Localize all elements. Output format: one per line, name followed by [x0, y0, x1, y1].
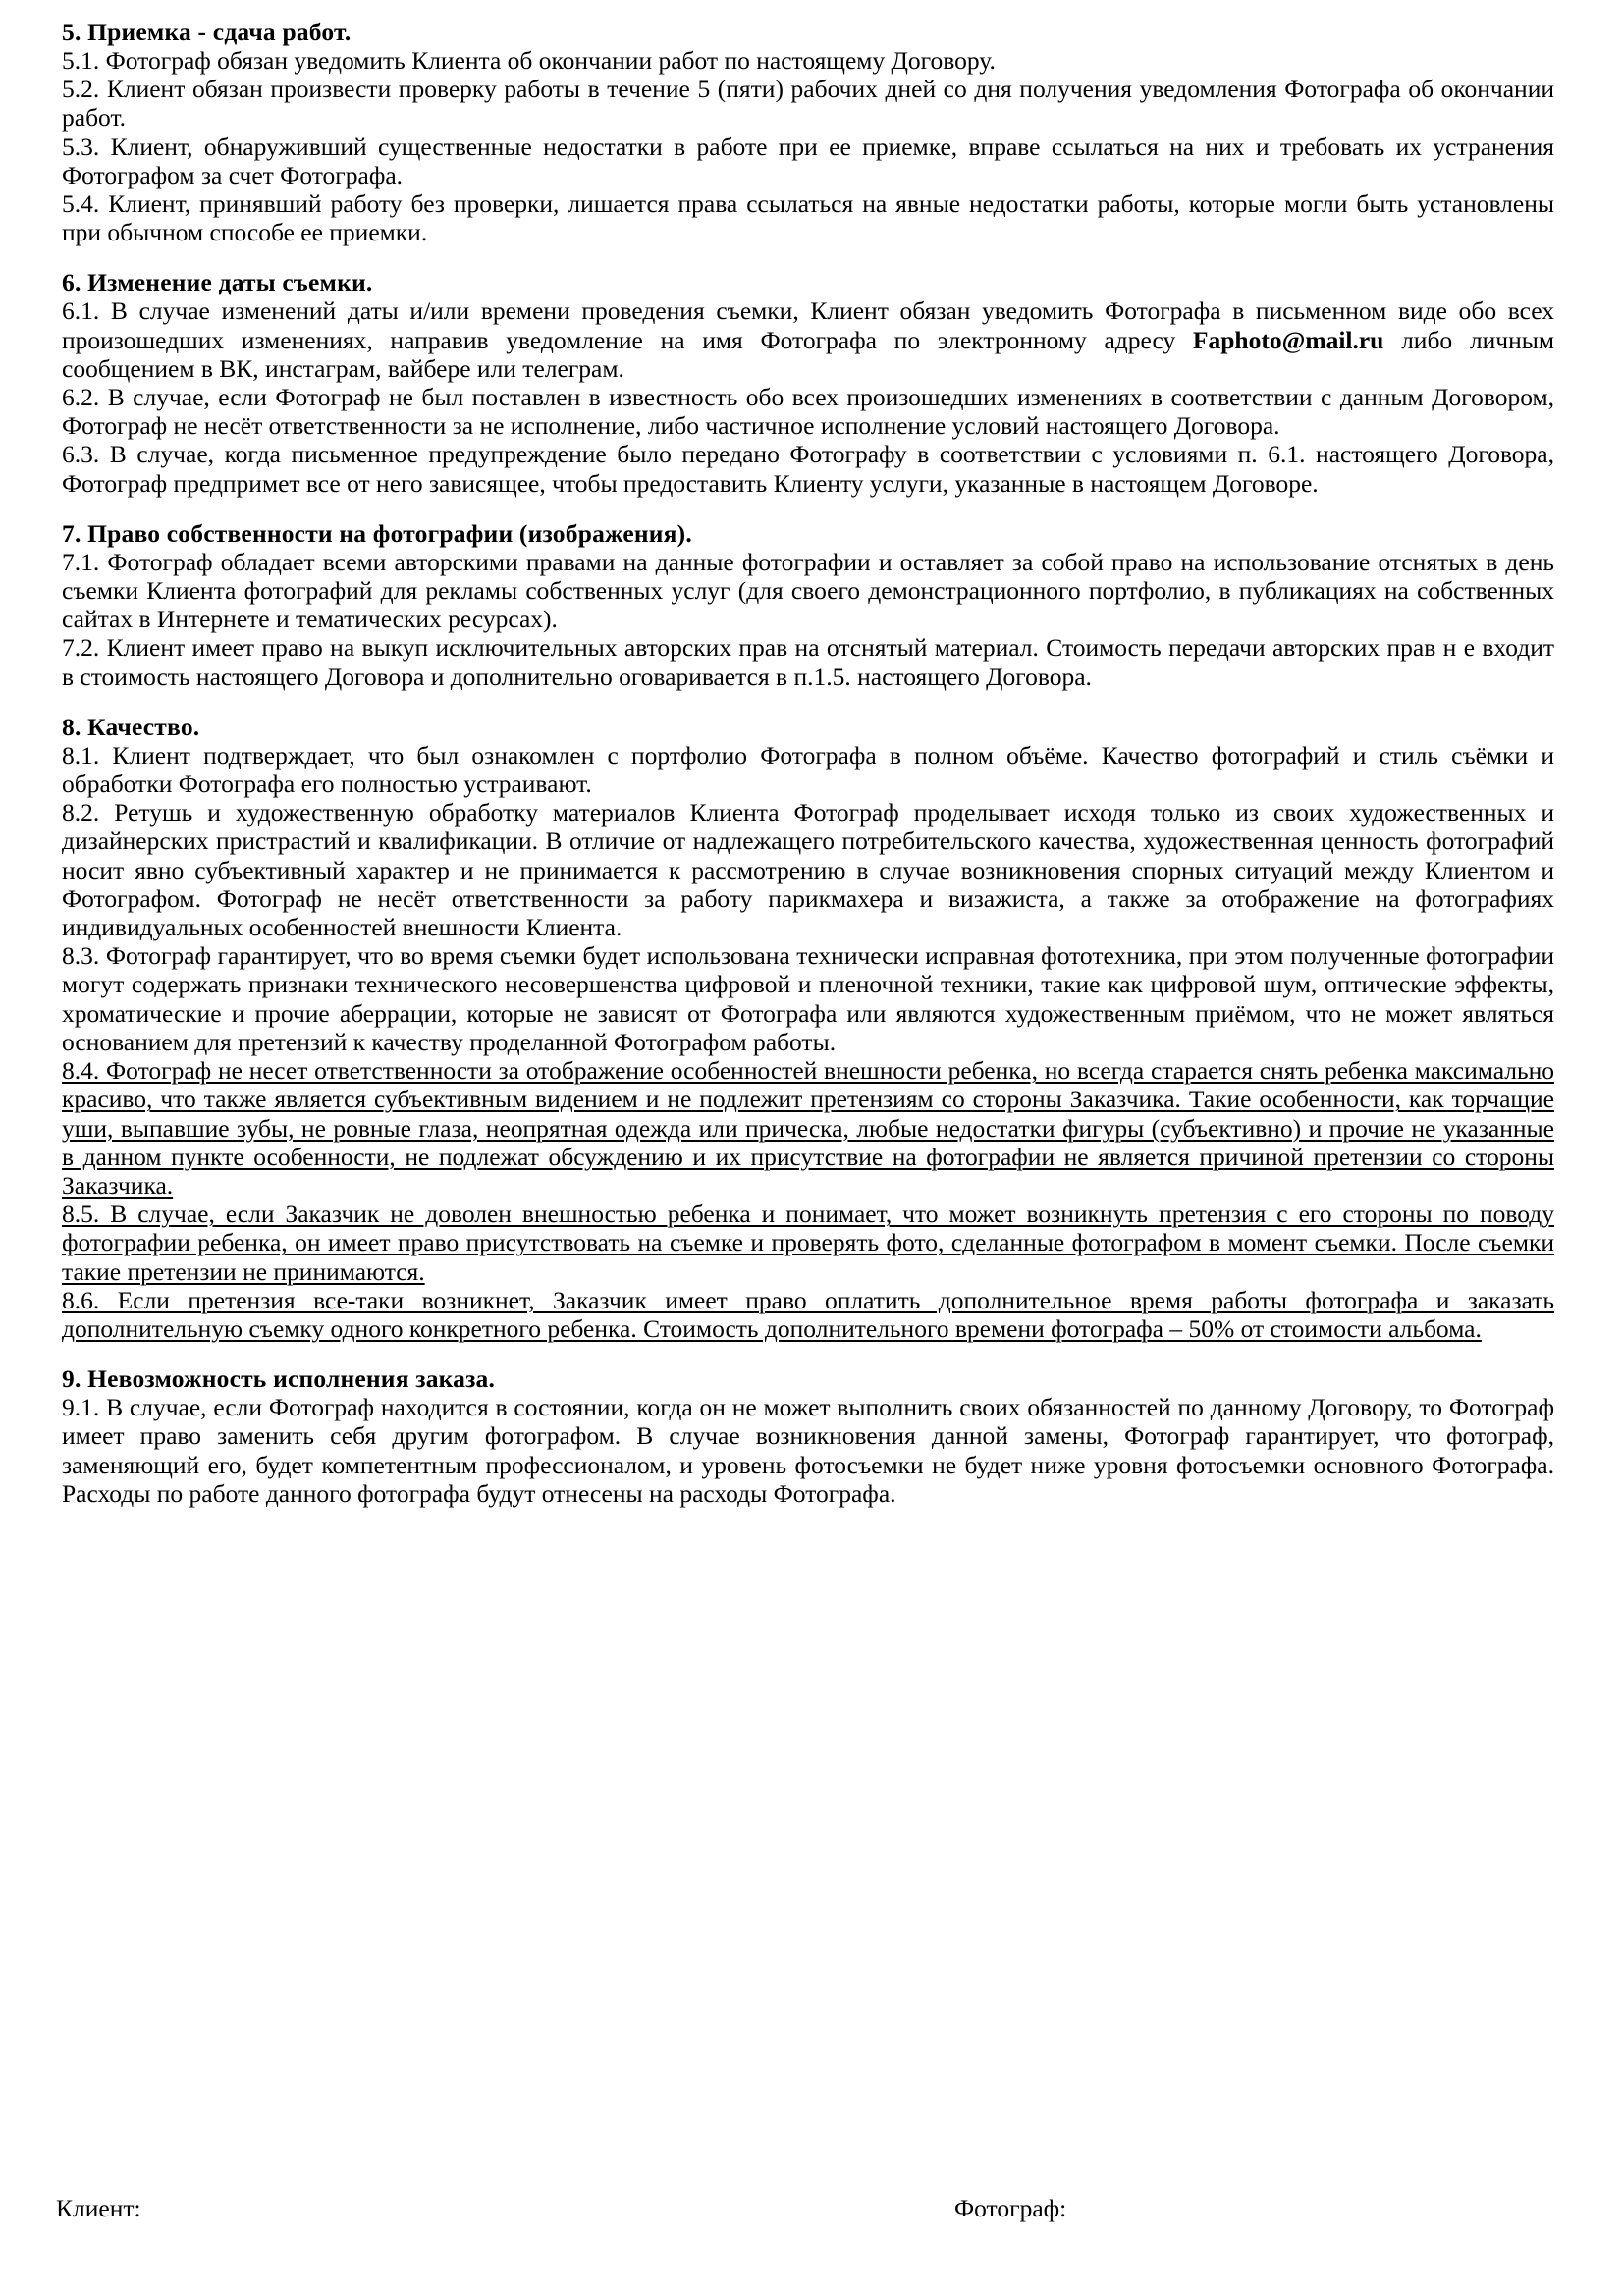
section-5-heading: 5. Приемка - сдача работ. [62, 18, 352, 46]
clause-6-3: 6.3. В случае, когда письменное предупреждение было передано Фотографу в соответствии с условиями п. 6.1. настоящего Договора, Фотограф предпримет все от него зависящее, чтобы предоставить Клиенту услуги, указанные в настоящем Договоре. [62, 440, 1554, 498]
section-spacer [62, 691, 1554, 713]
section-6-heading: 6. Изменение даты съемки. [62, 268, 373, 297]
clause-8-6: 8.6. Если претензия все-таки возникнет, Заказчик имеет право оплатить дополнительное время работы фотографа и заказать дополнительную съемку одного конкретного ребенка. Стоимость дополнительного времени фотографа – 50% от стоимости альбома. [62, 1285, 1554, 1343]
clause-5-3: 5.3. Клиент, обнаруживший существенные недостатки в работе при ее приемке, вправе ссылаться на них и требовать их устранения Фотографом за счет Фотографа. [62, 132, 1554, 189]
section-7-heading: 7. Право собственности на фотографии (изображения). [62, 518, 692, 548]
section-spacer [62, 246, 1554, 268]
clause-8-1: 8.1. Клиент подтверждает, что был ознакомлен с портфолио Фотографа в полном объёме. Качество фотографий и стиль съёмки и обработки Фотографа его полностью устраивают. [62, 740, 1554, 799]
section-6 [62, 268, 1554, 497]
clause-8-5: 8.5. В случае, если Заказчик не доволен внешностью ребенка и понимает, что может возникнуть претензия с его стороны по поводу фотографии ребенка, он имеет право присутствовать на съемке и проверять фото, сделанные фотографом в момент съемки. После съемки такие претензии не принимаются. [62, 1200, 1554, 1286]
clause-5-1: 5.1. Фотограф обязан уведомить Клиента об окончании работ по настоящему Договору. [62, 46, 996, 75]
clause-6-1 [62, 296, 1554, 383]
signature-footer [0, 2194, 1623, 2239]
clause-6-2: 6.2. В случае, если Фотограф не был поставлен в известность обо всех произошедших изменениях в соответствии с данным Договором, Фотограф не несёт ответственности за не исполнение, либо частичное исполнение условий настоящего Договора. [62, 383, 1554, 441]
clause-5-2: 5.2. Клиент обязан произвести проверку работы в течение 5 (пяти) рабочих дней со дня получения уведомления Фотографа об окончании работ. [62, 75, 1554, 133]
section-9 [62, 1364, 1554, 1508]
clause-5-4: 5.4. Клиент, принявший работу без проверки, лишается права ссылаться на явные недостатки работы, которые могли быть установлены при обычном способе ее приемки. [62, 189, 1554, 247]
photographer-signature-label: Фотограф: [954, 2194, 1067, 2222]
clause-7-1: 7.1. Фотограф обладает всеми авторскими правами на данные фотографии и оставляет за собой право на использование отснятых в день съемки Клиента фотографий для рекламы собственных услуг (для своего демонстрационного портфолио, в публикациях на собственных сайтах в Интернете и тематических ресурсах). [62, 547, 1554, 634]
clause-6-1-text-before: 6.1. В случае изменений даты и/или времени проведения съемки, Клиент обязан уведомить Фотографа в письменном виде обо всех произошедших изменениях, направив уведомление на имя Фотографа по электронному адресу [62, 296, 1554, 354]
section-8-heading: 8. Качество. [62, 712, 200, 741]
clause-6-1-text-after: либо личным сообщением в ВК, инстаграм, вайбере или телеграм. [62, 325, 1554, 383]
section-spacer [62, 498, 1554, 519]
clause-7-2: 7.2. Клиент имеет право на выкуп исключительных авторских прав на отснятый материал. Стоимость передачи авторских прав н е входит в стоимость настоящего Договора и дополнительно оговаривается в п.1.5. настоящего Договора. [62, 633, 1554, 691]
section-9-heading: 9. Невозможность исполнения заказа. [62, 1364, 496, 1394]
section-5 [62, 18, 1554, 246]
clause-8-4: 8.4. Фотограф не несет ответственности за отображение особенностей внешности ребенка, но всегда старается снять ребенка максимально красиво, что также является субъективным видением и не подлежит претензиям со стороны Заказчика. Такие особенности, как торчащие уши, выпавшие зубы, не ровные глаза, неопрятная одежда или прическа, любые недостатки фигуры (субъективно) и прочие не указанные в данном пункте особенности, не подлежат обсуждению и их присутствие на фотографии не является причиной претензии со стороны Заказчика. [62, 1056, 1554, 1200]
section-8 [62, 713, 1554, 1343]
clause-8-3: 8.3. Фотограф гарантирует, что во время съемки будет использована технически исправная фототехника, при этом полученные фотографии могут содержать признаки технического несовершенства цифровой и пленочной техники, такие как цифровой шум, оптические эффекты, хроматические и прочие аберрации, которые не зависят от Фотографа или являются художественным приёмом, что не может являться основанием для претензий к качеству проделанной Фотографом работы. [62, 941, 1554, 1056]
clause-8-2: 8.2. Ретушь и художественную обработку материалов Клиента Фотограф проделывает исходя только из своих художественных и дизайнерских пристрастий и квалификации. В отличие от надлежащего потребительского качества, художественная ценность фотографий носит явно субъективный характер и не принимается к рассмотрению в случае возникновения спорных ситуаций между Клиентом и Фотографом. Фотограф не несёт ответственности за работу парикмахера и визажиста, а также за отображение на фотографиях индивидуальных особенностей внешности Клиента. [62, 798, 1554, 942]
email-address: Faphoto@mail.ru [1192, 325, 1384, 354]
client-signature-label: Клиент: [56, 2194, 141, 2222]
section-spacer [62, 1343, 1554, 1364]
document-body [62, 18, 1554, 1508]
clause-9-1: 9.1. В случае, если Фотограф находится в состоянии, когда он не может выполнить своих обязанностей по данному Договору, то Фотограф имеет право заменить себя другим фотографом. В случае возникновения данной замены, Фотограф гарантирует, что фотограф, заменяющий его, будет компетентным профессионалом, и уровень фотосъемки не будет ниже уровня фотосъемки основного Фотографа. Расходы по работе данного фотографа будут отнесены на расходы Фотографа. [62, 1393, 1554, 1508]
section-7 [62, 519, 1554, 691]
